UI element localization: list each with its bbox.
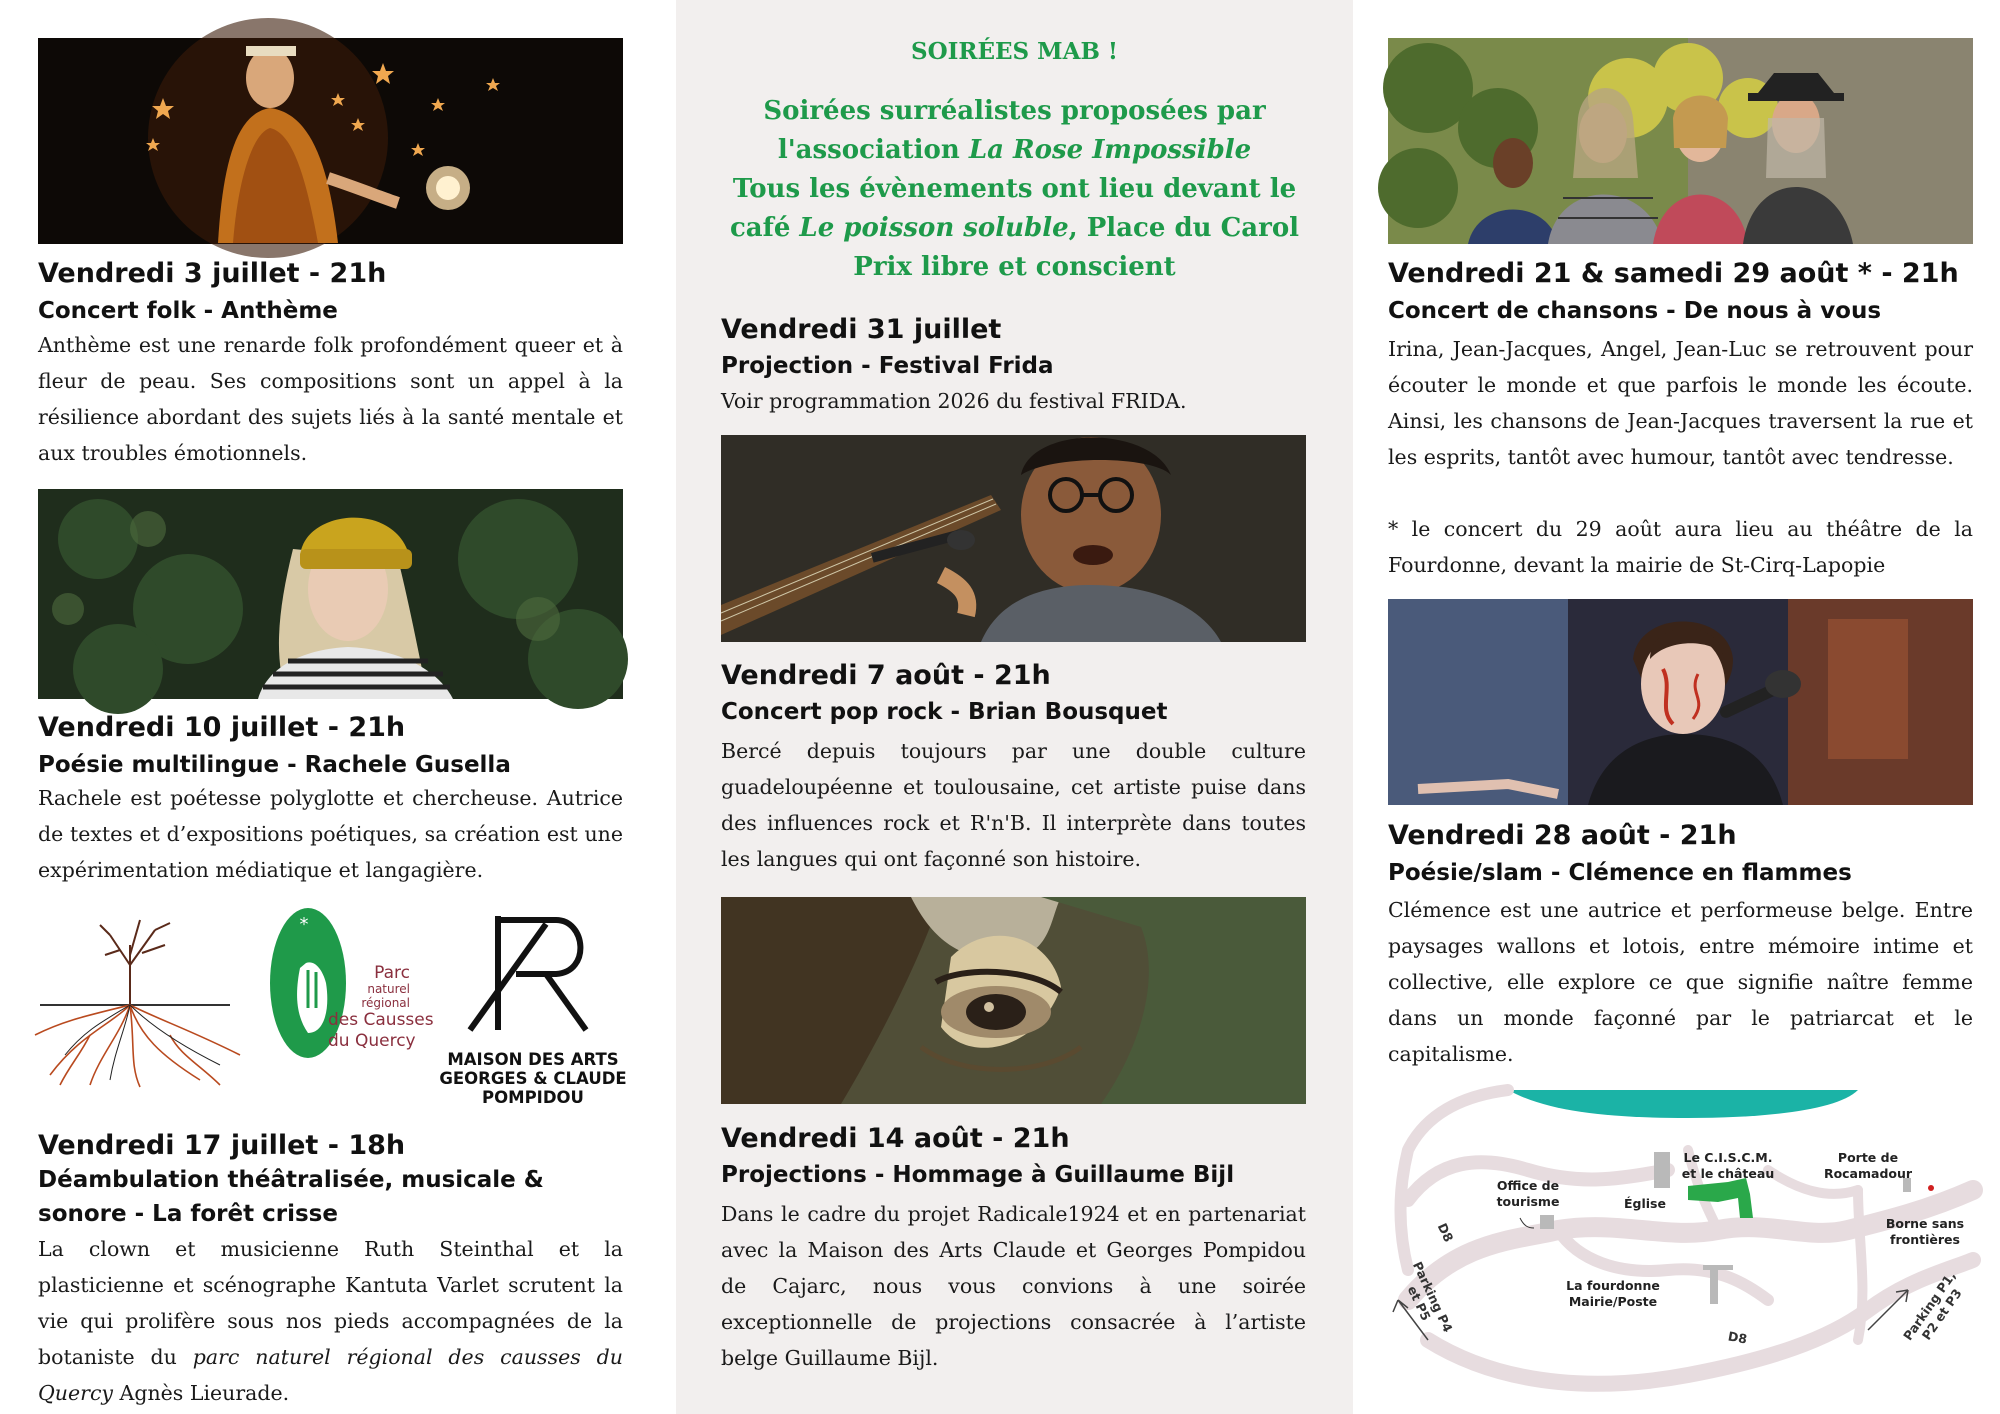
event-description: Clémence est une autrice et performeuse belge. Entre paysages wallons et lotois, entre mémoire intime et collective, elle explore ce que signifie naître femme dans un monde façonné par le patriarcat et le capitalisme. [1388, 898, 1973, 1066]
event-description: La clown et musicienne Ruth Steinthal et la plasticienne et scénographe Kantuta Varlet scrutent la vie qui prolifère sous nos pieds accompagnées de la botaniste du parc naturel régional des causses du Quercy Agnès Lieurade. [38, 1237, 623, 1405]
event-subtitle: Concert de chansons - De nous à vous [1388, 298, 1882, 324]
parc-naturel-logo [270, 908, 434, 1096]
photo-guillaume-bijl [721, 897, 1306, 1104]
event-date: Vendredi 3 juillet - 21h [38, 258, 387, 289]
event-note: * le concert du 29 août aura lieu au théâtre de la Fourdonne, devant la mairie de St-Cirq-Lapopie [1388, 517, 1973, 577]
middle-column [676, 0, 1353, 1414]
event-subtitle: Poésie multilingue - Rachele Gusella [38, 752, 511, 778]
photo-rachele [38, 489, 623, 699]
header-intro: Soirées surréalistes proposées par l'association La Rose Impossible Tous les évènements ont lieu devant le café Le poisson soluble, Place du Carol Prix libre et conscient [729, 96, 1300, 282]
event-date: Vendredi 10 juillet - 21h [38, 712, 406, 743]
map-label-fourdonne: La fourdonne Mairie/Poste [1566, 1278, 1660, 1309]
event-date: Vendredi 7 août - 21h [721, 660, 1051, 691]
map-label-ciscm: Le C.I.S.C.M. et le château [1681, 1150, 1775, 1181]
map-label-eglise: Église [1624, 1196, 1666, 1211]
right-column [1388, 0, 1973, 1414]
event-description: Bercé depuis toujours par une double culture guadeloupéenne et toulousaine, cet artiste puise dans des influences rock et R'n'B. Il interprète dans toutes les langues qui ont façonné son histoire. [721, 739, 1306, 871]
event-subtitle: Projection - Festival Frida [721, 353, 1054, 379]
event-subtitle: Concert folk - Anthème [38, 298, 338, 324]
maison-logo-text: MAISON DES ARTS GEORGES & CLAUDE POMPIDOU [439, 1050, 627, 1107]
left-column [38, 0, 627, 1414]
event-description: Dans le cadre du projet Radicale1924 et en partenariat avec la Maison des Arts Claude et Georges Pompidou de Cajarc, nous vous convions à une soirée exceptionnelle de projections consacrée à l’artiste belge Guillaume Bijl. [721, 1202, 1306, 1370]
event-subtitle: Projections - Hommage à Guillaume Bijl [721, 1162, 1235, 1188]
event-subtitle: Poésie/slam - Clémence en flammes [1388, 860, 1852, 886]
map-parking-right: Parking P1, P2 et P3 [1900, 1268, 1965, 1344]
event-description: Anthème est une renarde folk profondément queer et à fleur de peau. Ses compositions sont un appel à la résilience abordant des sujets liés à la santé mentale et aux troubles émotionnels. [38, 333, 623, 465]
photo-antheme [38, 38, 623, 244]
photo-de-nous-a-vous [1388, 38, 1973, 244]
event-date: Vendredi 31 juillet [721, 314, 1002, 345]
map-label-porte: Porte de Rocamadour [1823, 1150, 1913, 1181]
event-date: Vendredi 17 juillet - 18h [38, 1130, 406, 1161]
map-road-d8-bottom: D8 [1726, 1328, 1749, 1347]
event-description: Irina, Jean-Jacques, Angel, Jean-Luc se retrouvent pour écouter le monde et que parfois le monde les écoute. Ainsi, les chansons de Jean-Jacques traversent la rue et les esprits, tantôt avec humour, tantôt avec tendresse. [1388, 337, 1973, 469]
event-description: Voir programmation 2026 du festival FRIDA. [721, 389, 1187, 413]
event-subtitle: Déambulation théâtralisée, musicale & sonore - La forêt crisse [38, 1167, 544, 1227]
map-parking-left: Parking P4 et P5 [1404, 1259, 1456, 1335]
photo-clemence [1388, 599, 1973, 805]
village-map [1388, 1090, 1978, 1390]
event-date: Vendredi 14 août - 21h [721, 1123, 1070, 1154]
svg-text:*: * [299, 914, 309, 935]
map-label-borne: Borne sans frontières [1885, 1216, 1965, 1247]
maison-des-arts-logo [446, 912, 626, 1034]
event-date: Vendredi 28 août - 21h [1388, 820, 1737, 851]
header-title: SOIRÉES MAB ! [910, 38, 1119, 65]
tree-roots-logo [30, 905, 260, 1090]
event-description: Rachele est poétesse polyglotte et chercheuse. Autrice de textes et d’expositions poétiques, sa création est une expérimentation médiatique et langagière. [38, 786, 623, 882]
parc-logo-text: Parc naturel régional des Causses du Quercy [328, 963, 434, 1051]
event-date: Vendredi 21 & samedi 29 août * - 21h [1388, 258, 1959, 289]
map-road-d8-left: D8 [1434, 1220, 1457, 1245]
map-label-office: Office de tourisme [1496, 1178, 1560, 1209]
event-subtitle: Concert pop rock - Brian Bousquet [721, 699, 1168, 725]
photo-brian-bousquet [721, 435, 1306, 642]
